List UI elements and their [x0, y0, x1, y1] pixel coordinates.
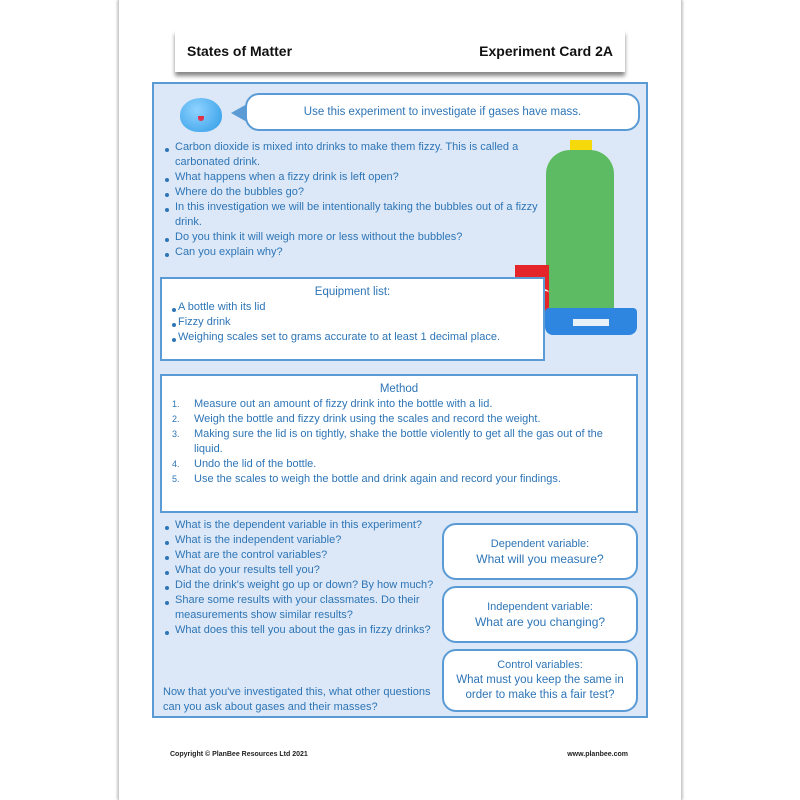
final-prompt: Now that you've investigated this, what other questions can you ask about gases and their masses?: [163, 686, 431, 713]
speech-bubble-text: Use this experiment to investigate if gases have mass.: [303, 106, 582, 118]
weighing-scale-icon: [545, 308, 637, 335]
list-item: Can you explain why?: [165, 245, 540, 260]
variable-title: Control variables:: [497, 659, 583, 671]
list-item: What does this tell you about the gas in fizzy drinks?: [165, 623, 437, 638]
equipment-title: Equipment list:: [314, 286, 391, 298]
method-step: 5. Use the scales to weigh the bottle and drink again and record your findings.: [172, 472, 626, 487]
topic-title: States of Matter: [187, 43, 293, 59]
list-item: Where do the bubbles go?: [165, 185, 540, 200]
questions-section: [163, 518, 437, 715]
method-step: 2. Weigh the bottle and fizzy drink using the scales and record the weight.: [172, 412, 626, 427]
method-title: Method: [379, 383, 419, 395]
variable-title: Independent variable:: [487, 600, 593, 613]
list-item: Share some results with your classmates. Do their measurements show similar results?: [165, 593, 437, 623]
list-item: In this investigation we will be intentionally taking the bubbles out of a fizzy drink.: [165, 200, 540, 230]
speech-bubble: [245, 93, 640, 131]
list-item: Weighing scales set to grams accurate to at least 1 decimal place.: [172, 330, 533, 345]
intro-list: [165, 140, 540, 260]
list-item: Fizzy drink: [172, 315, 533, 330]
website-link[interactable]: www.planbee.com: [567, 751, 628, 758]
bottle-icon: [546, 150, 614, 330]
method-step: 3. Making sure the lid is on tightly, shake the bottle violently to get all the gas out of the liquid.: [172, 427, 626, 457]
variable-question: What are you changing?: [474, 614, 606, 629]
card-number: Experiment Card 2A: [479, 43, 613, 59]
list-item: Carbon dioxide is mixed into drinks to make them fizzy. This is called a carbonated drink.: [165, 140, 540, 170]
questions-list: [163, 518, 437, 638]
variable-question: What will you measure?: [476, 551, 604, 566]
copyright: Copyright © PlanBee Resources Ltd 2021: [170, 751, 308, 758]
variable-question: What must you keep the same in order to make this a fair test?: [456, 674, 624, 701]
card-header: [175, 30, 625, 72]
list-item: Do you think it will weigh more or less without the bubbles?: [165, 230, 540, 245]
list-item: What do your results tell you?: [165, 563, 437, 578]
list-item: What happens when a fizzy drink is left open?: [165, 170, 540, 185]
control-variables-box: [442, 649, 638, 712]
independent-variable-box: [442, 586, 638, 643]
water-droplet-mascot-icon: [180, 98, 222, 132]
equipment-box: [160, 277, 545, 361]
variable-title: Dependent variable:: [490, 537, 590, 550]
list-item: What are the control variables?: [165, 548, 437, 563]
list-item: Did the drink's weight go up or down? By how much?: [165, 578, 437, 593]
method-box: [160, 374, 638, 513]
dependent-variable-box: [442, 523, 638, 580]
method-step: 1. Measure out an amount of fizzy drink into the bottle with a lid.: [172, 397, 626, 412]
list-item: A bottle with its lid: [172, 300, 533, 315]
list-item: What is the independent variable?: [165, 533, 437, 548]
method-step: 4. Undo the lid of the bottle.: [172, 457, 626, 472]
list-item: What is the dependent variable in this experiment?: [165, 518, 437, 533]
